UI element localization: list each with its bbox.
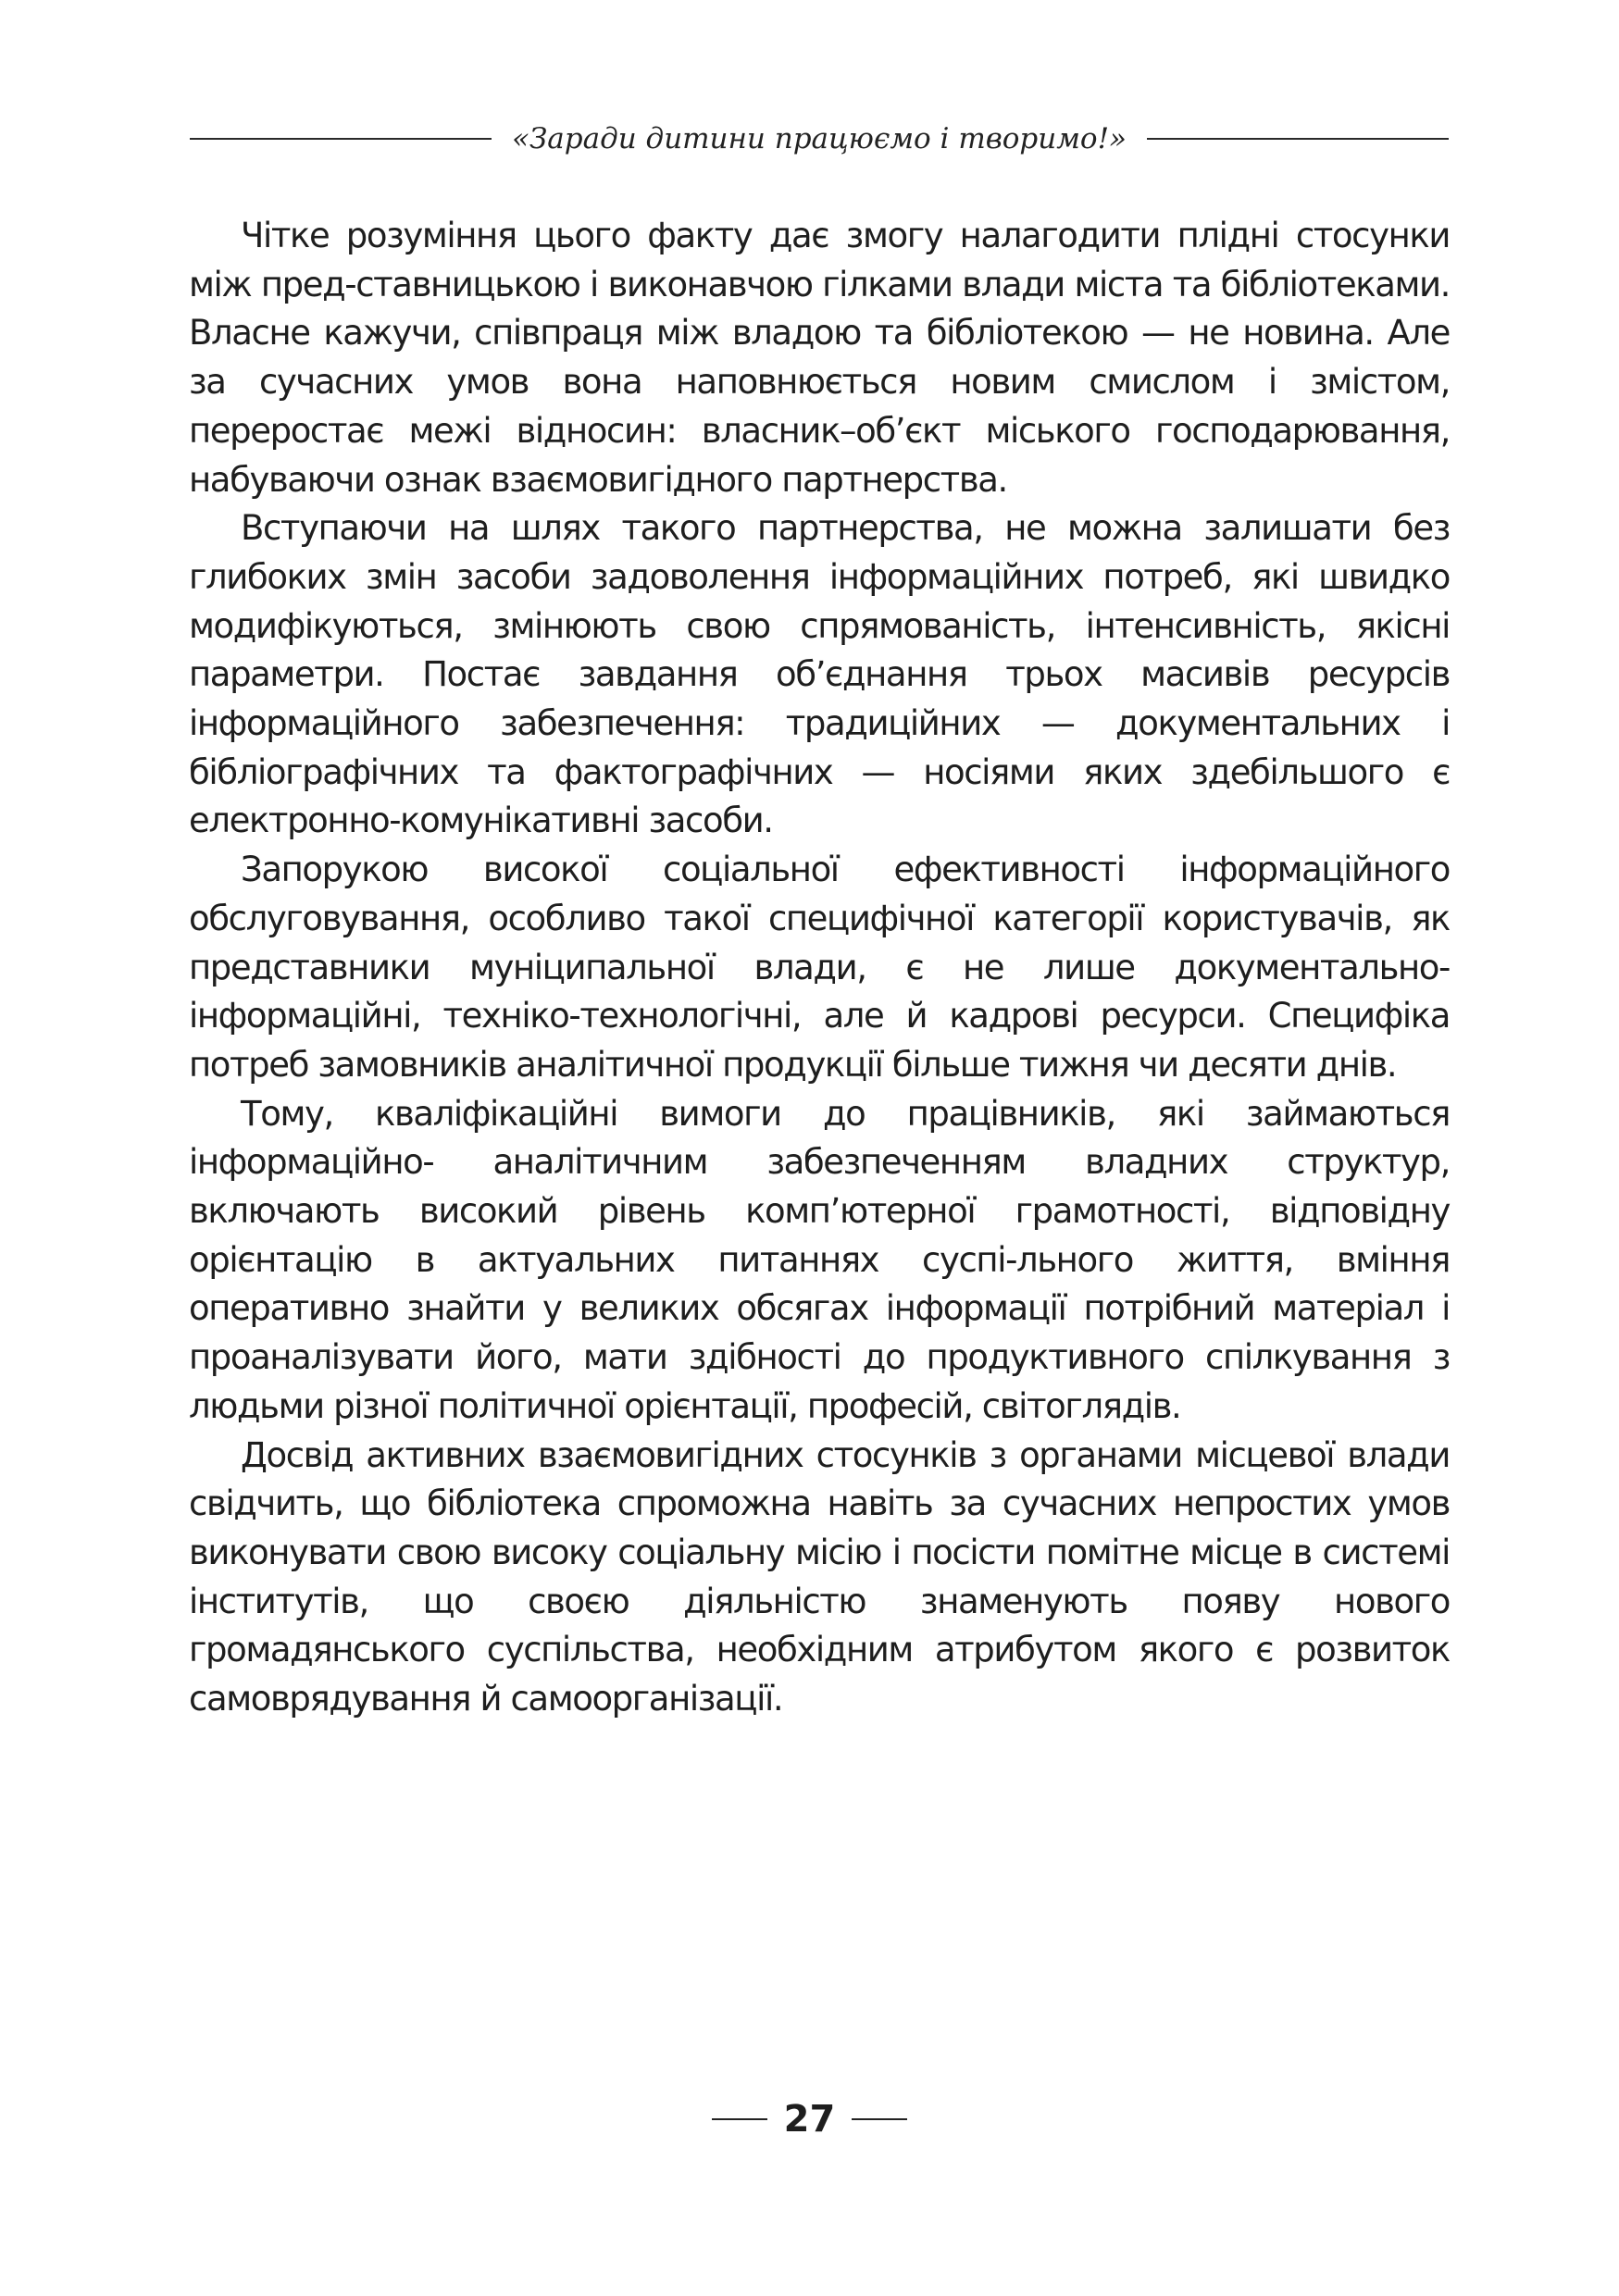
paragraph: Вступаючи на шлях такого партнерства, не можна залишати без глибоких змін засоби задоволення інформаційних потреб, які швидко модифікуються, змінюють свою спрямованість, інтенсивність, якісні параметри. Постає завдання об’єднання трьох масивів ресурсів інформаційного забезпечення: традиційних — документальних і бібліографічних та фактографічних — носіями яких здебільшого є електронно-комунікативні засоби. — [189, 508, 1450, 841]
page-number: 27 — [783, 2098, 836, 2141]
header-rule-right — [1147, 138, 1449, 140]
paragraph: Запорукою високої соціальної ефективності інформаційного обслуговування, особливо такої специфічної категорії користувачів, як представники муніципальної влади, є не лише документально-інформаційні, техніко-технологічні, але й кадрові ресурси. Специфіка потреб замовників аналітичної продукції більше тижня чи десяти днів. — [189, 850, 1450, 1085]
header-title: «Заради дитини працюємо і творимо!» — [511, 122, 1127, 155]
paragraph: Чітке розуміння цього факту дає змогу налагодити плідні стосунки між пред-ставницькою і виконавчою гілками влади міста та бібліотеками. Власне кажучи, співпраця між владою та бібліотекою — не новина. Але за сучасних умов вона наповнюється новим смислом і змістом, переростає межі відносин: власник–об’єкт міського господарювання, набуваючи ознак взаємовигідного партнерства. — [189, 216, 1450, 500]
page-number-dash-right — [852, 2118, 907, 2120]
body-text — [189, 212, 1450, 1724]
page-footer — [0, 2091, 1619, 2147]
page-number-dash-left — [712, 2118, 767, 2120]
header-rule-left — [190, 138, 492, 140]
running-header — [190, 111, 1449, 167]
paragraph: Досвід активних взаємовигідних стосунків з органами місцевої влади свідчить, що бібліотека спроможна навіть за сучасних непростих умов виконувати свою високу соціальну місію і посісти помітне місце в системі інститутів, що своєю діяльністю знаменують появу нового громадянського суспільства, необхідним атрибутом якого є розвиток самоврядування й самоорганізації. — [189, 1434, 1450, 1719]
paragraph: Тому, кваліфікаційні вимоги до працівників, які займаються інформаційно- аналітичним забезпеченням владних структур, включають високий рівень комп’ютерної грамотності, відповідну орієнтацію в актуальних питаннях суспі-льного життя, вміння оперативно знайти у великих обсягах інформації потрібний матеріал і проаналізувати його, мати здібності до продуктивного спілкування з людьми різної політичної орієнтації, професій, світоглядів. — [189, 1093, 1450, 1426]
